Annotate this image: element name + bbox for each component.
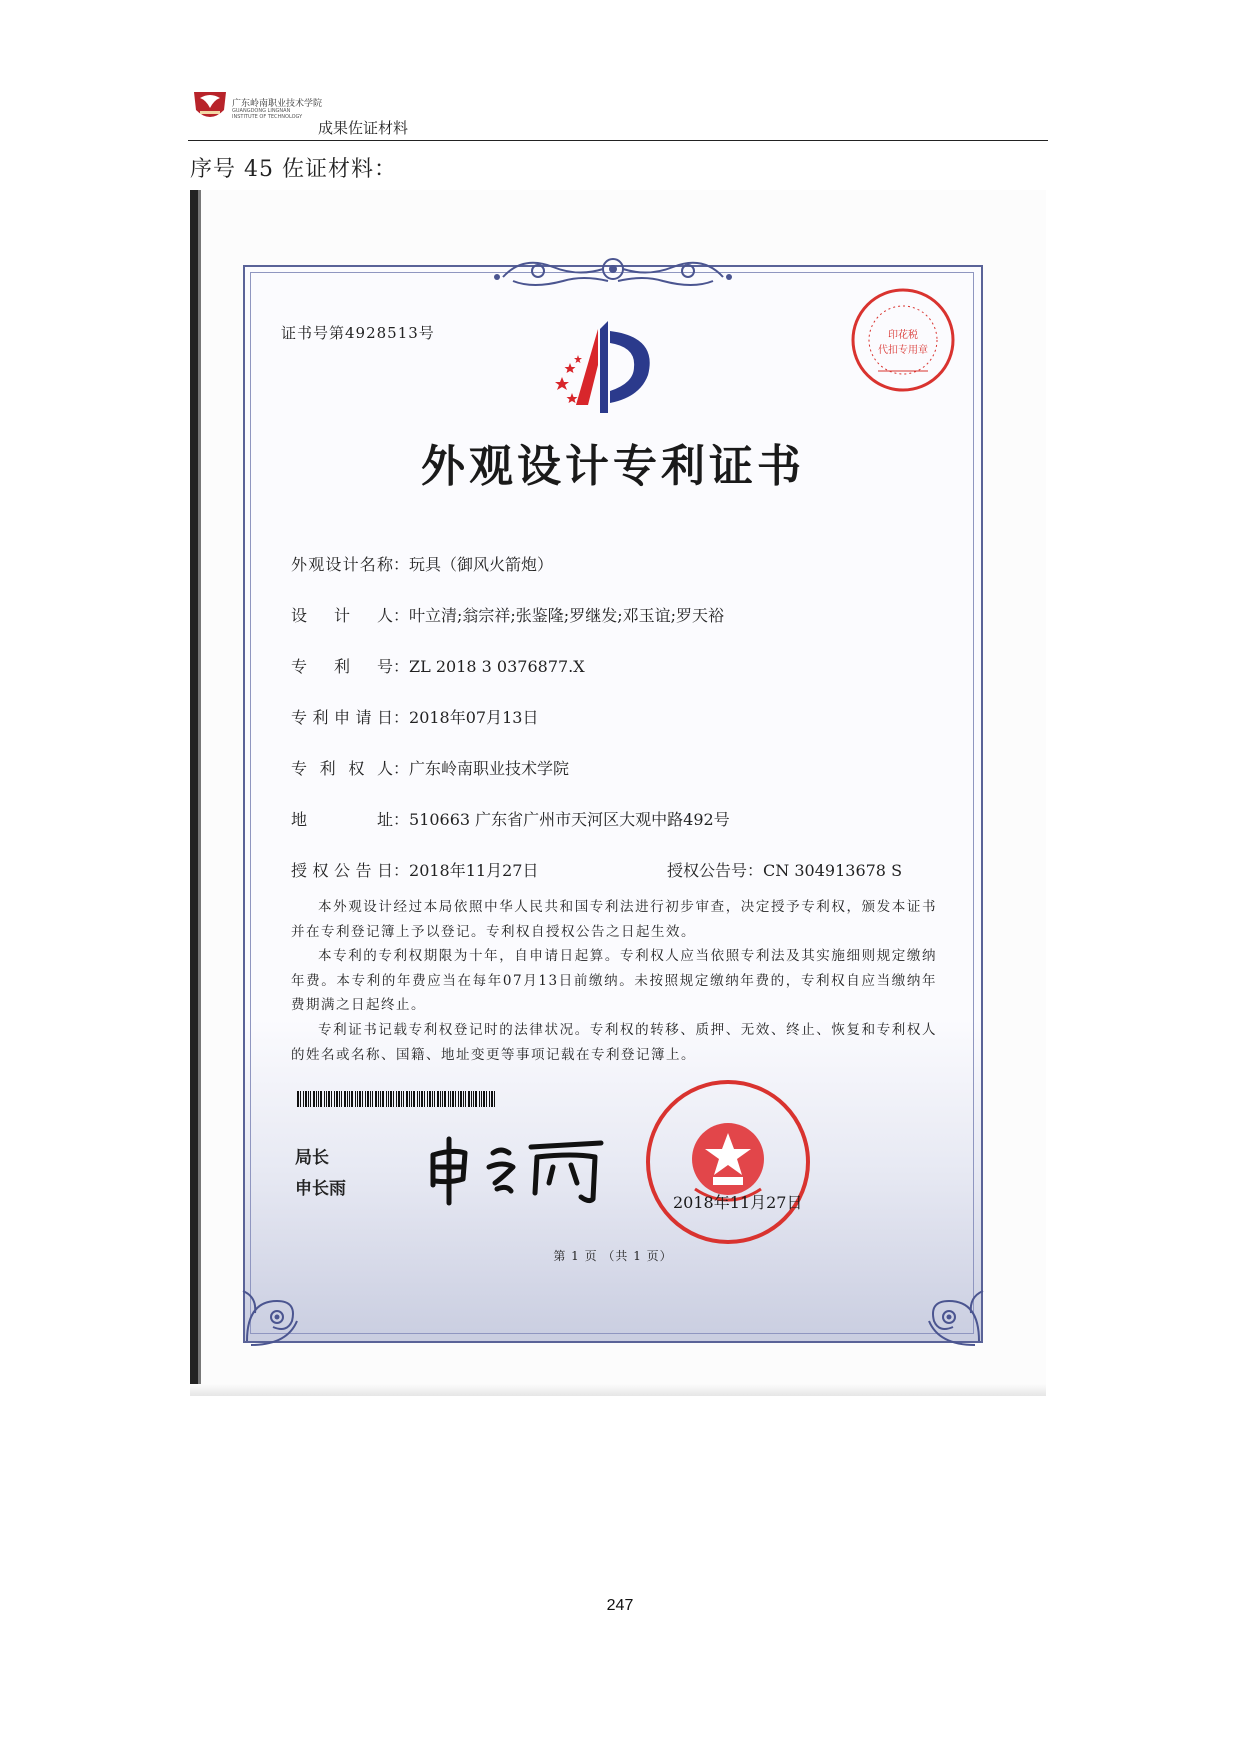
grant-date-value: 2018年11月27日 bbox=[409, 861, 539, 880]
grant-date-row: 授权公告日：2018年11月27日 bbox=[291, 858, 538, 881]
barcode-bar bbox=[424, 1091, 425, 1107]
tax-stamp-text bbox=[848, 285, 958, 395]
director-name: 申长雨 bbox=[295, 1179, 346, 1199]
barcode-bar bbox=[437, 1091, 439, 1107]
school-name-cn: 广东岭南职业技术学院 bbox=[232, 99, 323, 109]
barcode-bar bbox=[471, 1091, 472, 1107]
barcode-bar bbox=[365, 1091, 366, 1107]
barcode-bar bbox=[463, 1091, 464, 1107]
barcode-bar bbox=[359, 1091, 361, 1107]
tax-stamp-line-1: 印花税 bbox=[888, 330, 918, 341]
school-logo-icon bbox=[190, 86, 230, 126]
scan-edge-shadow bbox=[190, 190, 198, 1396]
barcode-bar bbox=[380, 1091, 381, 1107]
barcode-bar bbox=[406, 1091, 408, 1107]
patentee-row: 专利权人：广东岭南职业技术学院 bbox=[291, 756, 569, 779]
certificate-title: 外观设计专利证书 bbox=[421, 441, 805, 492]
address-value: 510663 广东省广州市天河区大观中路492号 bbox=[409, 810, 730, 829]
barcode-bar bbox=[475, 1091, 477, 1107]
corner-ornament-icon bbox=[899, 1261, 989, 1351]
barcode-bar bbox=[331, 1091, 332, 1107]
barcode-bar bbox=[351, 1091, 353, 1107]
barcode-bar bbox=[370, 1091, 371, 1107]
barcode-bar bbox=[494, 1091, 495, 1107]
design-name-row: 外观设计名称：玩具（御风火箭炮） bbox=[291, 552, 553, 575]
issue-date: 2018年11月27日 bbox=[673, 1193, 803, 1212]
barcode-bar bbox=[401, 1091, 402, 1107]
barcode-bar bbox=[300, 1091, 301, 1107]
barcode-bar bbox=[303, 1091, 304, 1107]
barcode-bar bbox=[297, 1091, 299, 1107]
barcode-bar bbox=[341, 1091, 342, 1107]
barcode-bar bbox=[393, 1091, 394, 1107]
barcode-bar bbox=[372, 1091, 373, 1107]
barcode-bar bbox=[349, 1091, 350, 1107]
barcode-bar bbox=[334, 1091, 335, 1107]
scan-edge-shadow bbox=[198, 190, 201, 1396]
patent-certificate bbox=[243, 265, 983, 1343]
header-divider bbox=[188, 140, 1048, 141]
certificate-paragraph: 专利证书记载专利权登记时的法律状况。专利权的转移、质押、无效、终止、恢复和专利权人的姓名或名称、国籍、地址变更等事项记载在专利登记簿上。 bbox=[291, 1022, 937, 1063]
barcode-bar bbox=[336, 1091, 338, 1107]
designer-label: 设计人 bbox=[291, 606, 393, 625]
barcode-bar bbox=[305, 1091, 307, 1107]
design-name-value: 玩具（御风火箭炮） bbox=[409, 555, 554, 574]
barcode-bar bbox=[442, 1091, 443, 1107]
barcode-bar bbox=[460, 1091, 462, 1107]
barcode-bar bbox=[417, 1091, 418, 1107]
section-title: 成果佐证材料 bbox=[318, 119, 409, 137]
barcode-bar bbox=[489, 1091, 490, 1107]
barcode-bar bbox=[386, 1091, 387, 1107]
designer-row: 设计人：叶立清;翁宗祥;张鉴隆;罗继发;邓玉谊;罗天裕 bbox=[291, 603, 724, 626]
barcode-bar bbox=[455, 1091, 456, 1107]
item-label: 序号 45 佐证材料： bbox=[190, 157, 397, 182]
barcode-bar bbox=[465, 1091, 466, 1107]
barcode-bar bbox=[328, 1091, 330, 1107]
grant-number-value: CN 304913678 S bbox=[763, 861, 903, 880]
barcode-bar bbox=[434, 1091, 435, 1107]
barcode-bar bbox=[411, 1091, 412, 1107]
barcode-bar bbox=[388, 1091, 389, 1107]
grant-date-label: 授权公告日 bbox=[291, 861, 393, 880]
barcode-bar bbox=[429, 1091, 431, 1107]
barcode-bar bbox=[367, 1091, 369, 1107]
barcode-bar bbox=[313, 1091, 315, 1107]
certificate-number: 证书号第4928513号 bbox=[281, 324, 435, 342]
barcode-bar bbox=[398, 1091, 400, 1107]
barcode-bar bbox=[355, 1091, 356, 1107]
patentee-label: 专利权人 bbox=[291, 759, 393, 778]
barcode-bar bbox=[382, 1091, 384, 1107]
director-title: 局长 bbox=[295, 1148, 329, 1168]
patentee-value: 广东岭南职业技术学院 bbox=[409, 759, 570, 778]
barcode-bar bbox=[468, 1091, 470, 1107]
barcode-bar bbox=[347, 1091, 348, 1107]
barcode-bar bbox=[310, 1091, 311, 1107]
barcode-bar bbox=[378, 1091, 379, 1107]
patent-office-emblem-icon bbox=[548, 317, 668, 417]
barcode-bar bbox=[344, 1091, 346, 1107]
official-seal bbox=[643, 1077, 813, 1247]
page-number: 247 bbox=[606, 1597, 634, 1614]
barcode-bar bbox=[483, 1091, 485, 1107]
barcode-bar bbox=[318, 1091, 319, 1107]
barcode-bar bbox=[444, 1091, 446, 1107]
barcode-bar bbox=[481, 1091, 482, 1107]
designer-value: 叶立清;翁宗祥;张鉴隆;罗继发;邓玉谊;罗天裕 bbox=[409, 606, 724, 625]
certificate-paragraph: 本外观设计经过本局依照中华人民共和国专利法进行初步审查，决定授予专利权，颁发本证书并在专利登记簿上予以登记。专利权自授权公告之日起生效。 bbox=[291, 899, 937, 940]
barcode-bar bbox=[413, 1091, 415, 1107]
address-label: 地址 bbox=[291, 810, 393, 829]
tax-stamp-line-2: 代扣专用章 bbox=[878, 345, 928, 356]
barcode-bar bbox=[421, 1091, 423, 1107]
barcode-bar bbox=[452, 1091, 454, 1107]
barcode-bar bbox=[390, 1091, 392, 1107]
barcode-bar bbox=[375, 1091, 377, 1107]
barcode bbox=[297, 1091, 497, 1107]
certificate-paragraph: 本专利的专利权期限为十年，自申请日起算。专利权人应当依照专利法及其实施细则规定缴纳年费。本专利的年费应当在每年07月13日前缴纳。未按照规定缴纳年费的，专利权自应当缴纳年费期满之日起终止。 bbox=[291, 948, 937, 1013]
barcode-bar bbox=[308, 1091, 309, 1107]
patent-number-label: 专利号 bbox=[291, 657, 393, 676]
barcode-bar bbox=[324, 1091, 325, 1107]
scanned-certificate bbox=[190, 190, 1046, 1396]
patent-number-row: 专利号：ZL 2018 3 0376877.X bbox=[291, 654, 585, 677]
school-name-en: GUANGDONG LINGNAN INSTITUTE OF TECHNOLOGY bbox=[232, 108, 303, 120]
barcode-bar bbox=[362, 1091, 363, 1107]
grant-number-row: 授权公告号：CN 304913678 S bbox=[667, 861, 903, 880]
barcode-bar bbox=[419, 1091, 420, 1107]
barcode-bar bbox=[326, 1091, 327, 1107]
filing-date-value: 2018年07月13日 bbox=[409, 708, 539, 727]
barcode-bar bbox=[403, 1091, 404, 1107]
barcode-bar bbox=[432, 1091, 433, 1107]
director-signature bbox=[423, 1127, 613, 1207]
barcode-bar bbox=[339, 1091, 340, 1107]
barcode-bar bbox=[458, 1091, 459, 1107]
top-ornament-icon bbox=[483, 247, 743, 297]
barcode-bar bbox=[486, 1091, 487, 1107]
filing-date-row: 专利申请日：2018年07月13日 bbox=[291, 705, 538, 728]
barcode-bar bbox=[440, 1091, 441, 1107]
design-name-label: 外观设计名称 bbox=[291, 555, 393, 574]
barcode-bar bbox=[316, 1091, 317, 1107]
barcode-bar bbox=[479, 1091, 480, 1107]
barcode-bar bbox=[448, 1091, 449, 1107]
barcode-bar bbox=[320, 1091, 322, 1107]
barcode-bar bbox=[450, 1091, 451, 1107]
address-row: 地址：510663 广东省广州市天河区大观中路492号 bbox=[291, 807, 730, 830]
patent-number-value: ZL 2018 3 0376877.X bbox=[409, 657, 585, 676]
page-of-total: 第 1 页 （共 1 页） bbox=[553, 1249, 673, 1263]
scan-bottom-shadow bbox=[190, 1384, 1046, 1396]
barcode-bar bbox=[427, 1091, 428, 1107]
barcode-bar bbox=[491, 1091, 493, 1107]
barcode-bar bbox=[396, 1091, 397, 1107]
barcode-bar bbox=[409, 1091, 410, 1107]
corner-ornament-icon bbox=[237, 1261, 327, 1351]
barcode-bar bbox=[473, 1091, 474, 1107]
barcode-bar bbox=[357, 1091, 358, 1107]
grant-number-label: 授权公告号 bbox=[667, 861, 748, 880]
filing-date-label: 专利申请日 bbox=[291, 708, 393, 727]
